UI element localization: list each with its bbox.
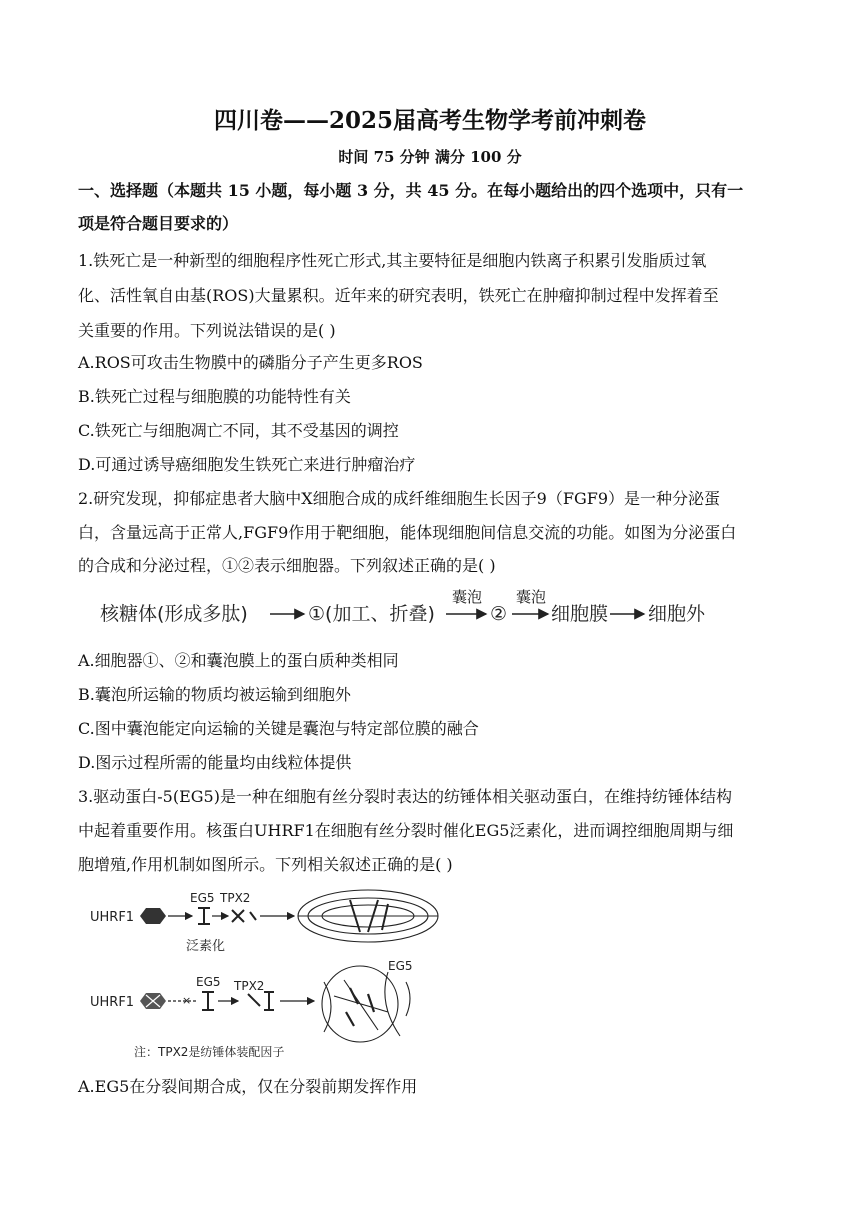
- fig-block-mark: ×: [182, 994, 192, 1007]
- q1-option-a: A.ROS可攻击生物膜中的磷脂分子产生更多ROS: [78, 353, 423, 372]
- q1-option-c: C.铁死亡与细胞凋亡不同，其不受基因的调控: [78, 421, 399, 440]
- section-heading: [78, 174, 798, 240]
- tpx2-complex-bottom: [248, 992, 274, 1010]
- fig-eg5-right: EG5: [388, 959, 413, 973]
- flow-edge-vesicle-2: 囊泡: [516, 588, 547, 606]
- q3-stem-line-1: 3.驱动蛋白-5(EG5)是一种在细胞有丝分裂时表达的纺锤体相关驱动蛋白，在维持纺锤体结构: [78, 787, 732, 806]
- q2-option-a: A.细胞器①、②和囊泡膜上的蛋白质种类相同: [78, 651, 399, 670]
- uhrf1-eg5-mechanism-figure: [88, 886, 448, 1062]
- fig-uhrf1-bottom: UHRF1: [90, 995, 135, 1010]
- flow-node-extracellular: 细胞外: [648, 603, 706, 625]
- fig-uhrf1-top: UHRF1: [90, 910, 135, 925]
- fig-tpx2-top: TPX2: [220, 891, 251, 905]
- eg5-motor-top: [198, 908, 210, 924]
- q1-stem-line-1: 1.铁死亡是一种新型的细胞程序性死亡形式,其主要特征是细胞内铁离子积累引发脂质过氧: [78, 251, 707, 270]
- q1-stem-line-2: 化、活性氧自由基(ROS)大量累积。近年来的研究表明，铁死亡在肿瘤抑制过程中发挥着至: [78, 286, 719, 305]
- section-line-2: 项是符合题目要求的）: [78, 214, 239, 233]
- q2-stem-line-1: 2.研究发现，抑郁症患者大脑中X细胞合成的成纤维细胞生长因子9（FGF9）是一种分泌蛋: [78, 489, 721, 508]
- tpx2-complex-top: [232, 910, 256, 922]
- section-line-1: 一、选择题（本题共 15 小题，每小题 3 分，共 45 分。在每小题给出的四个选项中，只有一: [78, 181, 744, 200]
- secretion-flow-diagram: [96, 586, 726, 638]
- q2-option-b: B.囊泡所运输的物质均被运输到细胞外: [78, 685, 351, 704]
- q2-stem-line-3: 的合成和分泌过程，①②表示细胞器。下列叙述正确的是( ): [78, 556, 496, 575]
- flow-node-cell-membrane: 细胞膜: [551, 603, 609, 625]
- fig-ubiquitination-label: 泛素化: [186, 939, 226, 954]
- q2-stem-line-2: 白，含量远高于正常人,FGF9作用于靶细胞，能体现细胞间信息交流的功能。如图为分泌蛋白: [78, 523, 737, 542]
- exam-title: 四川卷——2025届高考生物学考前冲刺卷: [213, 107, 646, 134]
- q1-option-d: D.可通过诱导癌细胞发生铁死亡来进行肿瘤治疗: [78, 455, 416, 474]
- abnormal-spindle: [322, 966, 410, 1042]
- flow-node-ribosome: 核糖体(形成多肽): [100, 603, 248, 625]
- fig-note: 注：TPX2是纺锤体装配因子: [134, 1045, 285, 1059]
- flow-node-organelle-1: ①(加工、折叠): [308, 603, 435, 625]
- normal-spindle: [298, 890, 438, 942]
- q1-option-b: B.铁死亡过程与细胞膜的功能特性有关: [78, 387, 351, 406]
- q2-option-c: C.图中囊泡能定向运输的关键是囊泡与特定部位膜的融合: [78, 719, 479, 738]
- flow-node-organelle-2: ②: [490, 603, 508, 625]
- q2-option-d: D.图示过程所需的能量均由线粒体提供: [78, 753, 352, 772]
- fig-eg5-bottom: EG5: [196, 975, 221, 989]
- uhrf1-protein-top: [140, 908, 166, 924]
- exam-subtitle: 时间 75 分钟 满分 100 分: [338, 148, 522, 166]
- fig-eg5-top: EG5: [190, 891, 215, 905]
- flow-edge-vesicle-1: 囊泡: [452, 588, 483, 606]
- eg5-motor-bottom: [202, 992, 214, 1010]
- q3-stem-line-2: 中起着重要作用。核蛋白UHRF1在细胞有丝分裂时催化EG5泛素化，进而调控细胞周期与细: [78, 821, 734, 840]
- q3-stem-line-3: 胞增殖,作用机制如图所示。下列相关叙述正确的是( ): [78, 855, 453, 874]
- fig-tpx2-bottom: TPX2: [234, 979, 265, 993]
- q3-option-a: A.EG5在分裂间期合成，仅在分裂前期发挥作用: [78, 1077, 418, 1096]
- q1-stem-line-3: 关重要的作用。下列说法错误的是( ): [78, 321, 336, 340]
